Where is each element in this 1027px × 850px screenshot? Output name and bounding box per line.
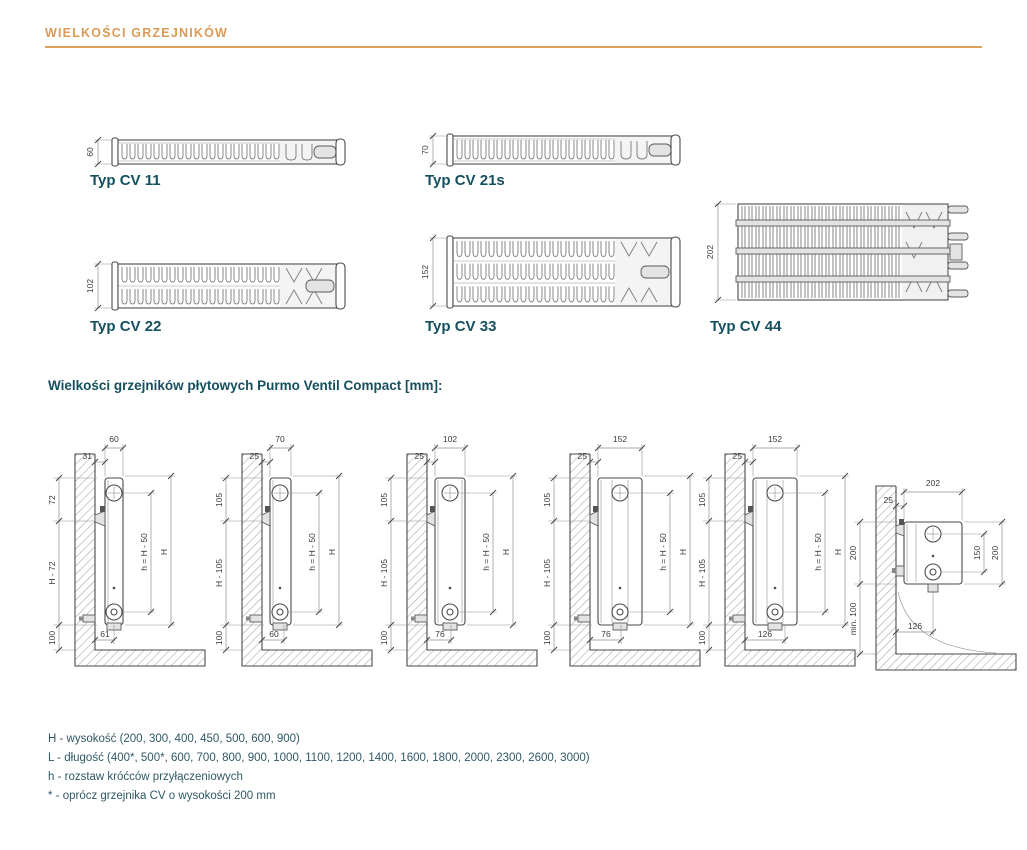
dim-depth: 70 [275, 434, 285, 444]
dim-left-top: 200 [848, 545, 858, 561]
dim-left-mid: H - 105 [542, 559, 552, 587]
dim-bottom: 126 [907, 621, 923, 631]
dim-depth: 202 [705, 244, 715, 260]
dim-left-top: 105 [697, 492, 707, 508]
side-diagram-cv33-variant [695, 418, 860, 683]
dim-depth: 152 [767, 434, 783, 444]
dim-gap: 25 [249, 451, 259, 461]
legend-height: H - wysokość (200, 300, 400, 450, 500, 600, 900) [48, 733, 300, 745]
dim-left-top: 105 [542, 492, 552, 508]
dim-bottom: 126 [757, 629, 773, 639]
dim-depth: 202 [925, 478, 941, 488]
cross-section-cv22-drawing [82, 256, 362, 316]
dim-left-bottom: 100 [379, 630, 389, 646]
dim-gap: 31 [82, 451, 92, 461]
type-label-cv44: Typ CV 44 [710, 318, 782, 335]
dim-pipe-spacing: h = H - 50 [481, 533, 491, 571]
dim-left-bottom: 100 [697, 630, 707, 646]
dim-gap: 25 [577, 451, 587, 461]
dim-depth: 70 [420, 145, 430, 155]
side-diagram-cv21s [212, 418, 377, 683]
side-diagram-cv11 [45, 418, 210, 683]
dim-height: H [327, 548, 337, 556]
side-diagram-cv22 [377, 418, 542, 683]
legend-pipe-spacing: h - rozstaw króćców przyłączeniowych [48, 771, 243, 783]
dim-left-bottom: 100 [47, 630, 57, 646]
dim-left-top: 105 [379, 492, 389, 508]
cross-section-cv21s-drawing [417, 128, 697, 174]
dim-height: H [501, 548, 511, 556]
dim-pipe-spacing: h = H - 50 [307, 533, 317, 571]
dim-bottom: 76 [435, 629, 445, 639]
dim-left-top: 72 [47, 495, 57, 505]
dim-left-top: 105 [214, 492, 224, 508]
dim-bottom: 61 [100, 629, 110, 639]
section-heading: Wielkości grzejników płytowych Purmo Ventil Compact [mm]: [48, 378, 443, 393]
dim-left-mid: H - 72 [47, 561, 57, 585]
dim-bottom: 60 [269, 629, 279, 639]
legend [48, 730, 590, 806]
cross-section-cv44-drawing [702, 198, 992, 316]
dim-height: H [833, 548, 843, 556]
type-label-cv22: Typ CV 22 [90, 318, 162, 335]
dim-depth: 152 [612, 434, 628, 444]
legend-length: L - długość (400*, 500*, 600, 700, 800, 900, 1000, 1100, 1200, 1400, 1600, 1800, 2000, 2300, 2600, 3000) [48, 752, 590, 764]
page-title: WIELKOŚCI GRZEJNIKÓW [45, 26, 982, 48]
dim-gap: 25 [414, 451, 424, 461]
dim-depth: 102 [85, 278, 95, 294]
side-diagram-cv33 [540, 418, 705, 683]
dim-right-inner: 150 [972, 545, 982, 561]
dim-gap: 25 [732, 451, 742, 461]
cross-section-cv11-drawing [82, 132, 362, 172]
type-label-cv33: Typ CV 33 [425, 318, 497, 335]
legend-footnote: * - oprócz grzejnika CV o wysokości 200 mm [48, 790, 276, 802]
dim-depth: 60 [85, 147, 95, 157]
dim-pipe-spacing: h = H - 50 [813, 533, 823, 571]
dim-left-mid: H - 105 [697, 559, 707, 587]
dim-pipe-spacing: h = H - 50 [658, 533, 668, 571]
dim-left-bottom: min. 100 [848, 602, 858, 636]
dim-depth: 152 [420, 264, 430, 280]
corner-diagram-cv44 [846, 464, 1026, 689]
dim-left-bottom: 100 [214, 630, 224, 646]
type-label-cv21s: Typ CV 21s [425, 172, 505, 189]
dim-height: H [159, 548, 169, 556]
cross-section-cv33-drawing [417, 230, 697, 316]
dim-depth: 60 [109, 434, 119, 444]
dim-left-bottom: 100 [542, 630, 552, 646]
dim-bottom: 76 [601, 629, 611, 639]
dim-left-mid: H - 105 [214, 559, 224, 587]
dim-height: H [678, 548, 688, 556]
dim-gap: 25 [883, 495, 893, 505]
type-label-cv11: Typ CV 11 [90, 172, 161, 189]
dim-left-mid: H - 105 [379, 559, 389, 587]
dim-right-outer: 200 [990, 545, 1000, 561]
dim-depth: 102 [442, 434, 458, 444]
dim-pipe-spacing: h = H - 50 [139, 533, 149, 571]
